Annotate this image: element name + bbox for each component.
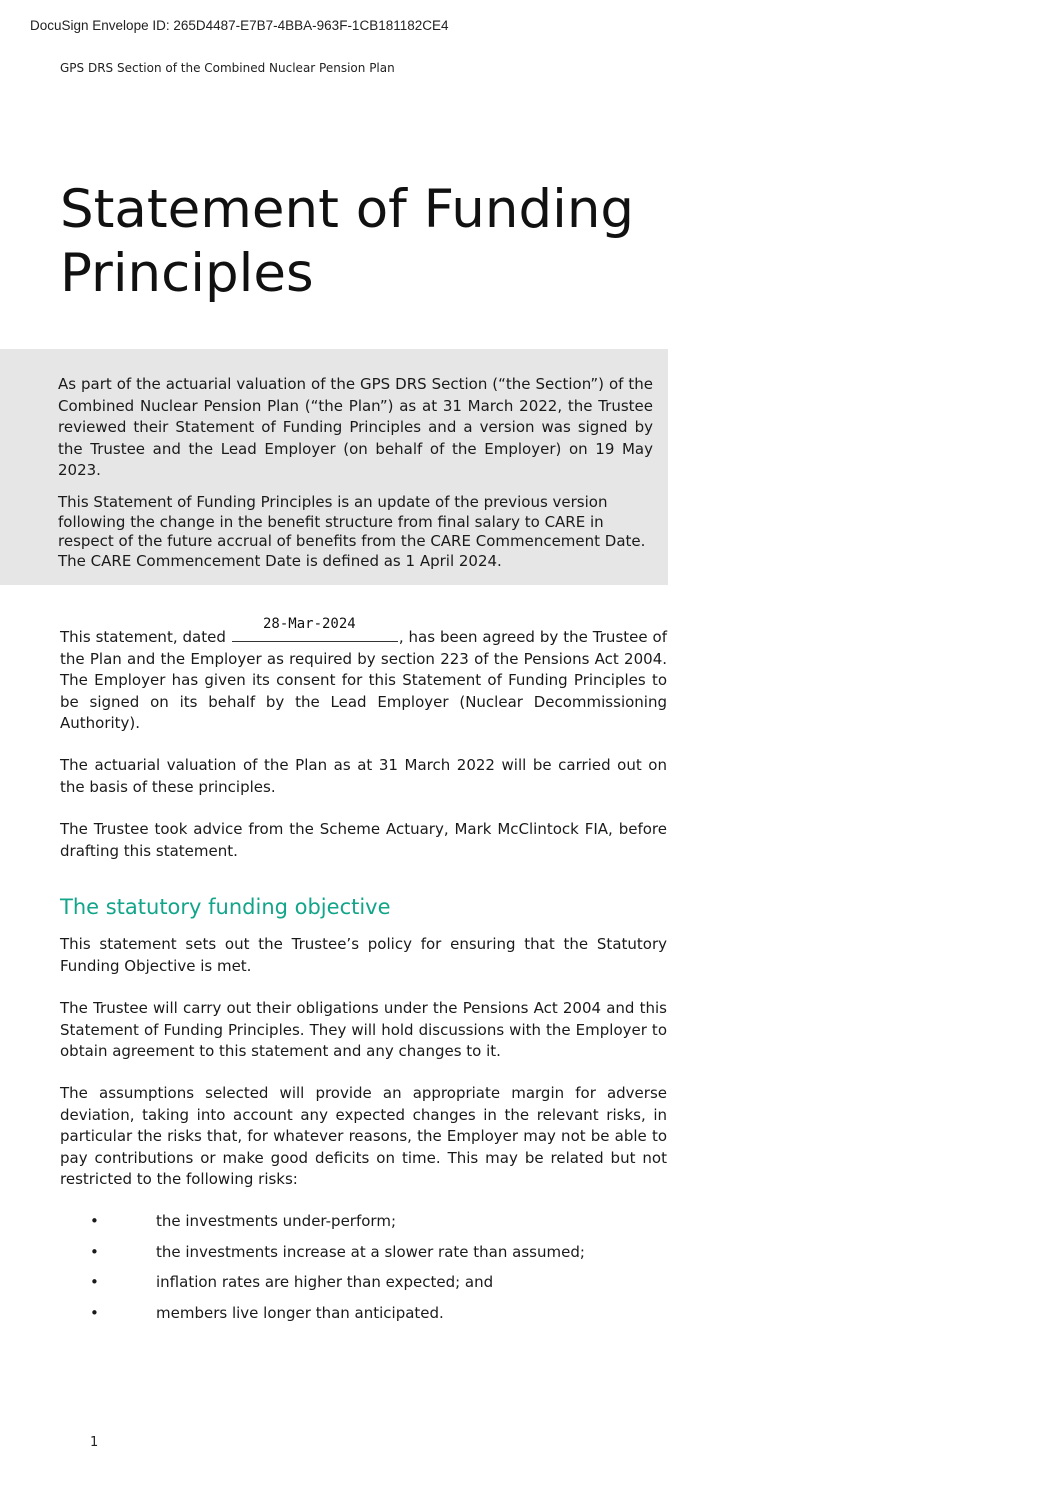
bullet-icon: • xyxy=(90,1242,99,1261)
risk-text: inflation rates are higher than expected; and xyxy=(156,1273,494,1291)
running-header: GPS DRS Section of the Combined Nuclear Pension Plan xyxy=(60,61,395,75)
page-number: 1 xyxy=(90,1435,99,1450)
section-heading-statutory-funding-objective: The statutory funding objective xyxy=(60,895,391,919)
docusign-envelope-id: DocuSign Envelope ID: 265D4487-E7B7-4BBA-963F-1CB181182CE4 xyxy=(30,18,449,33)
bullet-icon: • xyxy=(90,1212,99,1230)
statutory-paragraph-2: The Trustee will carry out their obligations under the Pensions Act 2004 and this Statement of Funding Principles. They will hold discussions with the Employer to obtain agreement to this statement and any changes to it. xyxy=(60,999,667,1060)
list-item xyxy=(60,1211,667,1242)
signed-date-stamp: 28-Mar-2024 xyxy=(263,616,356,632)
intro-paragraph-3: The Trustee took advice from the Scheme Actuary, Mark McClintock FIA, before drafting this statement. xyxy=(60,820,667,860)
summary-paragraph-1: As part of the actuarial valuation of the GPS DRS Section (“the Section”) of the Combined Nuclear Pension Plan (“the Plan”) as at 31 March 2022, the Trustee reviewed their Statement of Funding Principles and a version was signed by the Trustee and the Lead Employer (on behalf of the Employer) on 19 May 2023. xyxy=(58,375,653,479)
list-item xyxy=(60,1272,667,1303)
bullet-icon: • xyxy=(90,1273,99,1291)
bullet-icon: • xyxy=(90,1303,99,1322)
risk-text: members live longer than anticipated. xyxy=(156,1303,444,1322)
intro-paragraph-2: The actuarial valuation of the Plan as at 31 March 2022 will be carried out on the basis of these principles. xyxy=(60,756,667,796)
risk-text: the investments under-perform; xyxy=(156,1212,396,1230)
date-blank-line xyxy=(232,627,398,642)
risk-text: the investments increase at a slower rate than assumed; xyxy=(156,1242,585,1261)
list-item xyxy=(60,1303,667,1334)
summary-paragraph-2: This Statement of Funding Principles is an update of the previous version following the change in the benefit structure from final salary to CARE in respect of the future accrual of benefits from the CARE Commencement Date. The CARE Commencement Date is defined as 1 April 2024. xyxy=(58,493,646,570)
risk-bullet-list xyxy=(60,1211,667,1333)
intro-paragraph-1-end: , has been agreed by the Trustee of the Plan and the Employer as required by section 223 of the Pensions Act 2004. The Employer has given its consent for this Statement of Funding Principles to be signed on its behalf by the Lead Employer (Nuclear Decommissioning Authority). xyxy=(60,628,667,732)
intro-paragraph-1 xyxy=(60,627,667,735)
intro-paragraph-1-start: This statement, dated xyxy=(60,628,231,646)
statutory-paragraph-1: This statement sets out the Trustee’s policy for ensuring that the Statutory Funding Objective is met. xyxy=(60,935,667,975)
document-title: Statement of Funding Principles xyxy=(60,179,635,304)
statutory-paragraph-3: The assumptions selected will provide an appropriate margin for adverse deviation, taking into account any expected changes in the relevant risks, in particular the risks that, for whatever reasons, the Employer may not be able to pay contributions or make good deficits on time. This may be related but not restricted to the following risks: xyxy=(60,1084,667,1188)
list-item xyxy=(60,1242,667,1273)
